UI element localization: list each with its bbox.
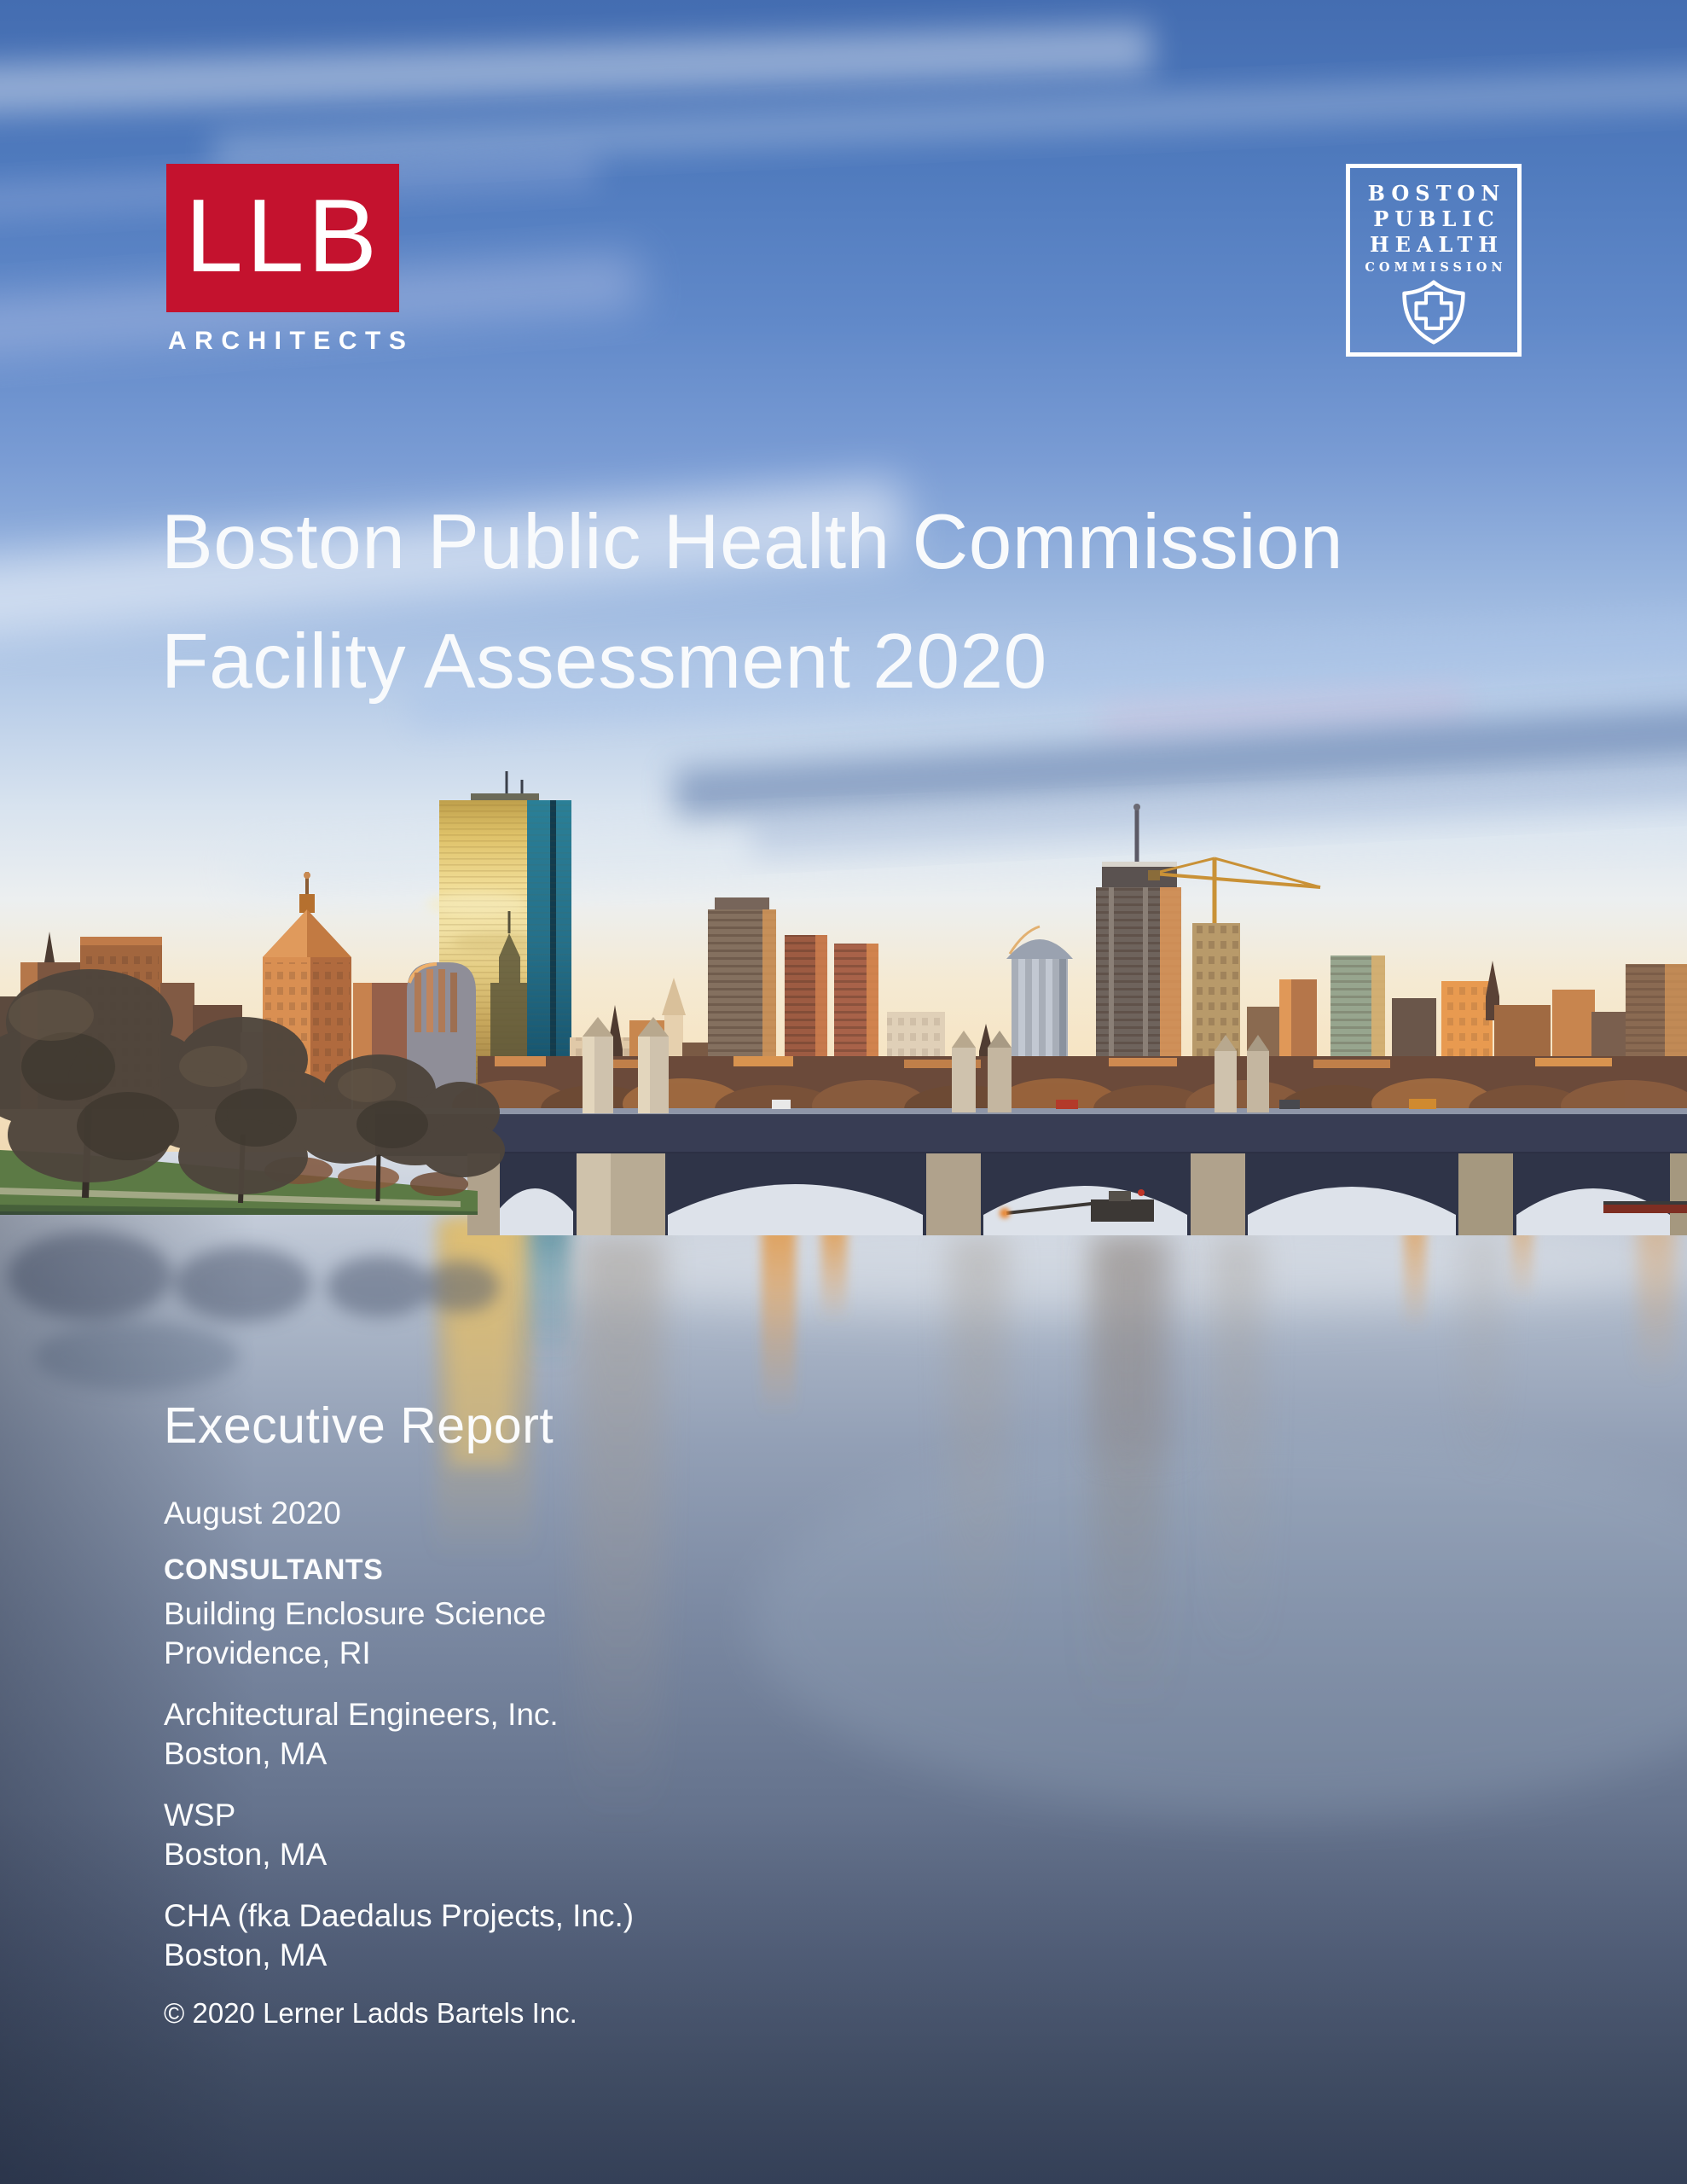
report-date: August 2020	[164, 1496, 341, 1531]
consultant-entry	[164, 1896, 634, 1975]
consultant-name: Building Enclosure Science	[164, 1596, 547, 1631]
report-title-line-1: Boston Public Health Commission	[161, 499, 1344, 585]
bphc-logo-line: PUBLIC	[1373, 206, 1500, 231]
bphc-logo	[1346, 164, 1522, 357]
consultant-name: WSP	[164, 1798, 236, 1833]
bphc-logo-line: BOSTON	[1367, 181, 1506, 206]
consultant-entry	[164, 1796, 634, 1874]
consultant-location: Boston, MA	[164, 1837, 328, 1872]
bphc-shield-cross-icon	[1399, 279, 1469, 346]
report-title	[161, 483, 1343, 722]
llb-architects-logo	[166, 164, 399, 312]
consultant-location: Boston, MA	[164, 1736, 328, 1771]
llb-wordmark: ARCHITECTS	[168, 327, 415, 355]
llb-monogram: LLB	[184, 177, 381, 293]
consultants-heading: CONSULTANTS	[164, 1554, 384, 1586]
consultant-location: Providence, RI	[164, 1635, 371, 1670]
consultant-entry	[164, 1594, 634, 1673]
consultant-name: Architectural Engineers, Inc.	[164, 1697, 559, 1732]
consultant-entry	[164, 1695, 634, 1774]
consultant-location: Boston, MA	[164, 1937, 328, 1972]
report-subtitle: Executive Report	[164, 1397, 554, 1454]
copyright-notice: © 2020 Lerner Ladds Bartels Inc.	[164, 1997, 577, 2029]
consultant-name: CHA (fka Daedalus Projects, Inc.)	[164, 1898, 635, 1933]
report-title-line-2: Facility Assessment 2020	[161, 619, 1047, 705]
bphc-logo-line: HEALTH	[1369, 232, 1504, 257]
bphc-logo-commission: COMMISSION	[1365, 260, 1507, 275]
consultants-list	[164, 1594, 634, 1997]
